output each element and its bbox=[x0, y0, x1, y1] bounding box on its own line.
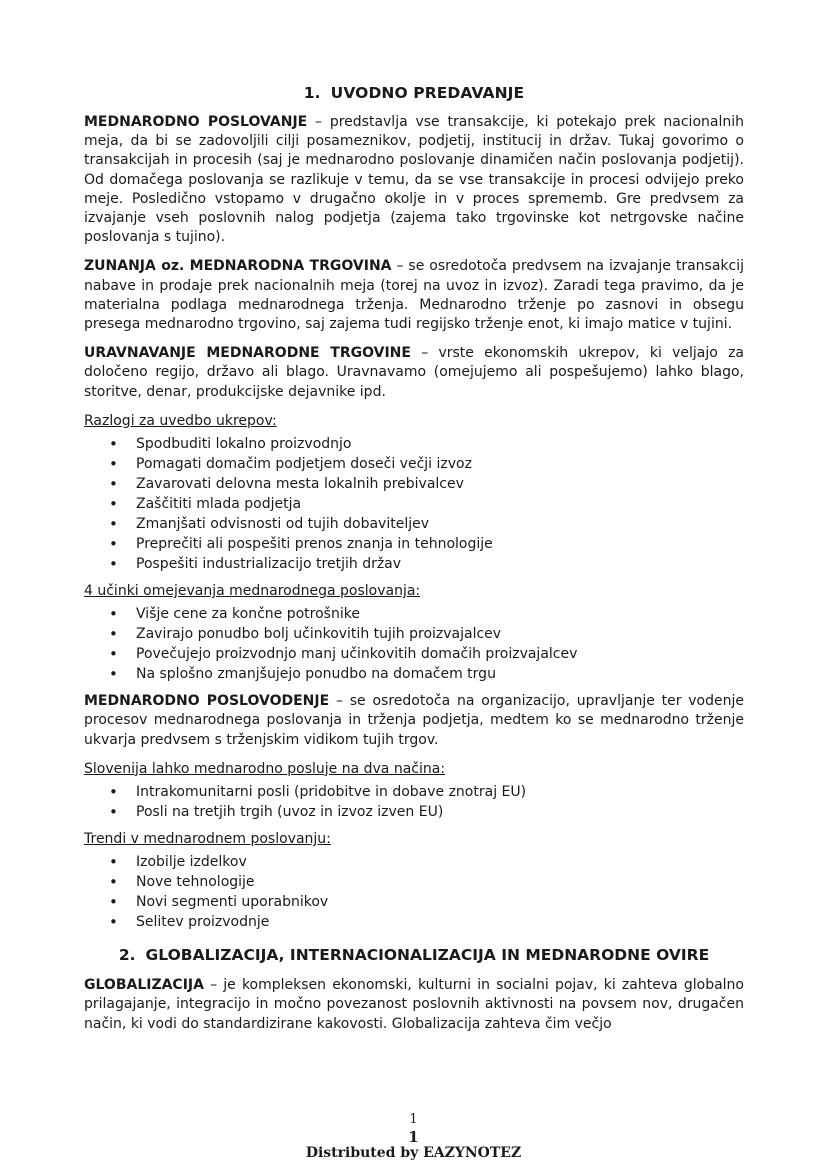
list-item: • Pomagati domačim podjetjem doseči večji izvoz bbox=[136, 454, 744, 474]
list-item: • Selitev proizvodnje bbox=[136, 912, 744, 932]
list-item: • Preprečiti ali pospešiti prenos znanja in tehnologije bbox=[136, 534, 744, 554]
list-item: • Zmanjšati odvisnosti od tujih dobaviteljev bbox=[136, 514, 744, 534]
list-item: • Intrakomunitarni posli (pridobitve in dobave znotraj EU) bbox=[136, 782, 744, 802]
list-item: • Višje cene za končne potrošnike bbox=[136, 604, 744, 624]
term: GLOBALIZACIJA bbox=[84, 977, 204, 994]
list-heading-razlogi: Razlogi za uvedbo ukrepov: bbox=[84, 412, 277, 429]
list-item: • Povečujejo proizvodnjo manj učinkovitih domačih proizvajalcev bbox=[136, 644, 744, 664]
section-title: GLOBALIZACIJA, INTERNACIONALIZACIJA IN MEDNARODNE OVIRE bbox=[145, 946, 710, 965]
list-item: • Novi segmenti uporabnikov bbox=[136, 892, 744, 912]
list-item: • Zavarovati delovna mesta lokalnih prebivalcev bbox=[136, 474, 744, 494]
list-slovenija bbox=[84, 782, 744, 822]
list-item: • Izobilje izdelkov bbox=[136, 852, 744, 872]
list-item: • Spodbuditi lokalno proizvodnjo bbox=[136, 434, 744, 454]
list-item: • Nove tehnologije bbox=[136, 872, 744, 892]
list-razlogi bbox=[84, 434, 744, 574]
section-heading-1 bbox=[84, 84, 744, 102]
paragraph-mednarodno-poslovanje bbox=[84, 113, 744, 247]
section-title: UVODNO PREDAVANJE bbox=[330, 84, 525, 102]
list-item: • Posli na tretjih trgih (uvoz in izvoz izven EU) bbox=[136, 802, 744, 822]
paragraph-globalizacija bbox=[84, 976, 744, 1034]
term: ZUNANJA oz. MEDNARODNA TRGOVINA bbox=[84, 258, 392, 275]
section-number: 2. bbox=[118, 946, 136, 965]
list-heading-slovenija: Slovenija lahko mednarodno posluje na dva načina: bbox=[84, 760, 446, 777]
list-heading-trendi: Trendi v mednarodnem poslovanju: bbox=[84, 831, 331, 848]
list-item: • Pospešiti industrializacijo tretjih držav bbox=[136, 554, 744, 574]
document-page bbox=[84, 84, 744, 1044]
term: URAVNAVANJE MEDNARODNE TRGOVINE bbox=[84, 345, 411, 362]
list-item: • Na splošno zmanjšujejo ponudbo na domačem trgu bbox=[136, 664, 744, 684]
definition: – se osredotoča na organizacijo, upravljanje ter vodenje procesov mednarodnega poslovanja in trženja podjetja, medtem ko se mednarodno trženje ukvarja predvsem s trženjskim vidikom tujih trgov. bbox=[84, 693, 744, 748]
definition: – je kompleksen ekonomski, kulturni in socialni pojav, ki zahteva globalno prilagajanje, integracijo in močno povezanost poslovnih aktivnosti na povsem nov, drugačen način, ki vodi do standardizirane kakovosti. Globalizacija zahteva čim večjo bbox=[84, 977, 744, 1032]
list-heading-ucinki: 4 učinki omejevanja mednarodnega poslovanja: bbox=[84, 583, 421, 600]
paragraph-poslovodenje bbox=[84, 692, 744, 750]
list-item: • Zaščititi mlada podjetja bbox=[136, 494, 744, 514]
section-number: 1. bbox=[303, 84, 321, 102]
page-number-large: 1 bbox=[408, 1128, 419, 1146]
section-heading-2 bbox=[84, 946, 744, 964]
term: MEDNARODNO POSLOVANJE bbox=[84, 114, 308, 130]
paragraph-zunanja-trgovina bbox=[84, 257, 744, 334]
term: MEDNARODNO POSLOVODENJE bbox=[84, 693, 330, 710]
list-trendi bbox=[84, 852, 744, 932]
paragraph-uravnavanje bbox=[84, 344, 744, 402]
definition: – vrste ekonomskih ukrepov, ki veljajo za določeno regijo, državo ali blago. Uravnavamo (omejujemo ali pospešujemo) lahko blago, storitve, denar, produkcijske dejavnike ipd. bbox=[84, 345, 745, 400]
definition: – predstavlja vse transakcije, ki potekajo prek nacionalnih meja, da bi se zadovoljili cilji posameznikov, podjetij, institucij in držav. Tukaj govorimo o transakcijah in procesih (saj je mednarodno poslovanje dinamičen način poslovanja podjetij). Od domačega poslovanja se razlikuje v temu, da se vse transakcije in procesi odvijejo preko meje. Posledično vstopamo v drugačno okolje in v proces sprememb. Gre predvsem za izvajanje vseh poslovnih nalog podjetja (zajema tako trgovinske kot netrgovske načine poslovanja s tujino). bbox=[84, 114, 744, 246]
definition: – se osredotoča predvsem na izvajanje transakcij nabave in prodaje prek nacionalnih meja (torej na uvoz in izvoz). Zaradi tega pravimo, da je materialna podlaga mednarodnega trženja. Mednarodno trženje po zasnovi in obsegu presega mednarodno trgovino, saj zajema tudi regijsko trženje enot, ki imajo matice v tujini. bbox=[84, 258, 744, 333]
list-ucinki bbox=[84, 604, 744, 684]
page-number-small: 1 bbox=[409, 1112, 418, 1127]
distributed-by-footer: Distributed by EAZYNOTEZ bbox=[305, 1145, 522, 1161]
list-item: • Zavirajo ponudbo bolj učinkovitih tujih proizvajalcev bbox=[136, 624, 744, 644]
